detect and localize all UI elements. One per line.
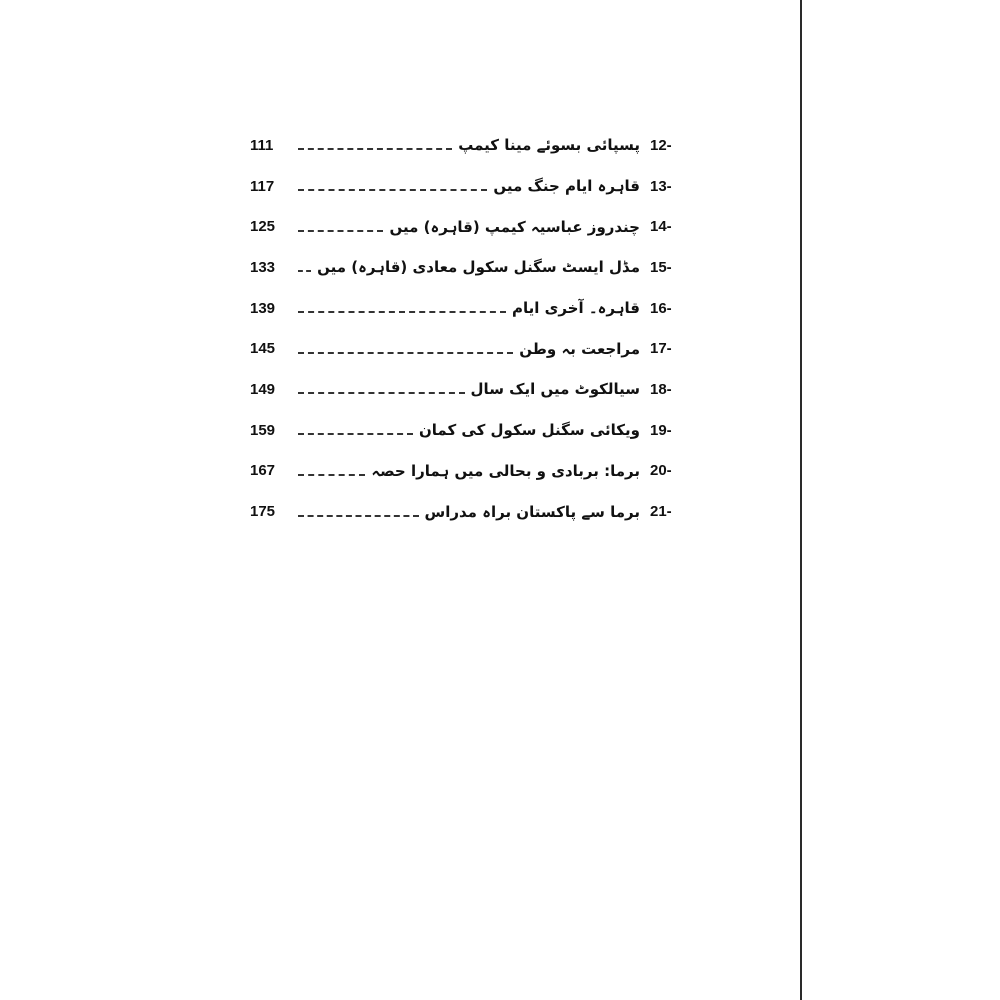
toc-leader xyxy=(298,148,452,150)
toc-leader xyxy=(298,270,311,272)
toc-leader xyxy=(298,433,413,435)
scan-margin xyxy=(802,0,1000,1000)
toc-entry xyxy=(250,288,690,329)
toc-entry-number: 18- xyxy=(650,380,672,398)
toc-entry-number: 12- xyxy=(650,136,672,154)
toc-entry xyxy=(250,451,690,492)
toc-entry-number: 20- xyxy=(650,462,672,480)
toc-page-number: 125 xyxy=(250,218,276,236)
toc-entry-number: 13- xyxy=(650,177,672,195)
toc-title: برما: بربادی و بحالی میں ہمارا حصہ xyxy=(371,461,640,480)
toc-leader xyxy=(298,230,383,232)
toc-leader xyxy=(298,352,513,354)
toc-page-number: 111 xyxy=(250,136,274,154)
toc-title: چندروز عباسیہ کیمپ (قاہرہ) میں xyxy=(389,217,640,236)
toc-entry-number: 17- xyxy=(650,340,672,358)
toc-entry-number: 19- xyxy=(650,421,672,439)
toc-title: سیالکوٹ میں ایک سال xyxy=(470,380,640,399)
toc-leader xyxy=(298,515,419,517)
toc-page-number: 159 xyxy=(250,421,276,439)
toc-entry-number: 15- xyxy=(650,258,672,276)
toc-title: مڈل ایسٹ سگنل سکول معادی (قاہرہ) میں xyxy=(317,258,640,277)
toc-title: برما سے پاکستان براہ مدراس xyxy=(424,502,640,521)
toc-page-number: 149 xyxy=(250,380,276,398)
toc-page-number: 175 xyxy=(250,503,276,521)
toc-leader xyxy=(298,189,487,191)
toc-page-number: 167 xyxy=(250,462,276,480)
toc-entry xyxy=(250,166,690,207)
toc-page-number: 139 xyxy=(250,299,276,317)
toc-entry xyxy=(250,369,690,410)
toc-entry-number: 21- xyxy=(650,503,672,521)
toc-entry xyxy=(250,491,690,532)
toc-title: قاہرہ ایام جنگ میں xyxy=(493,177,640,196)
toc-title: پسپائی بسوئے مینا کیمپ xyxy=(458,136,640,155)
toc-page-number: 145 xyxy=(250,340,276,358)
toc-entry xyxy=(250,410,690,451)
toc-title: قاہرہ۔ آخری ایام xyxy=(511,299,640,318)
toc-entry xyxy=(250,247,690,288)
toc-leader xyxy=(298,392,465,394)
toc-title: مراجعت بہ وطن xyxy=(519,339,640,358)
toc-entry-number: 16- xyxy=(650,299,672,317)
toc-title: ویکائی سگنل سکول کی کمان xyxy=(418,421,640,440)
table-of-contents xyxy=(250,125,690,532)
toc-entry xyxy=(250,125,690,166)
toc-page-number: 117 xyxy=(250,177,275,195)
toc-page-number: 133 xyxy=(250,258,276,276)
toc-leader xyxy=(298,474,365,476)
toc-entry xyxy=(250,206,690,247)
toc-entry xyxy=(250,328,690,369)
toc-leader xyxy=(298,311,506,313)
toc-entry-number: 14- xyxy=(650,218,672,236)
